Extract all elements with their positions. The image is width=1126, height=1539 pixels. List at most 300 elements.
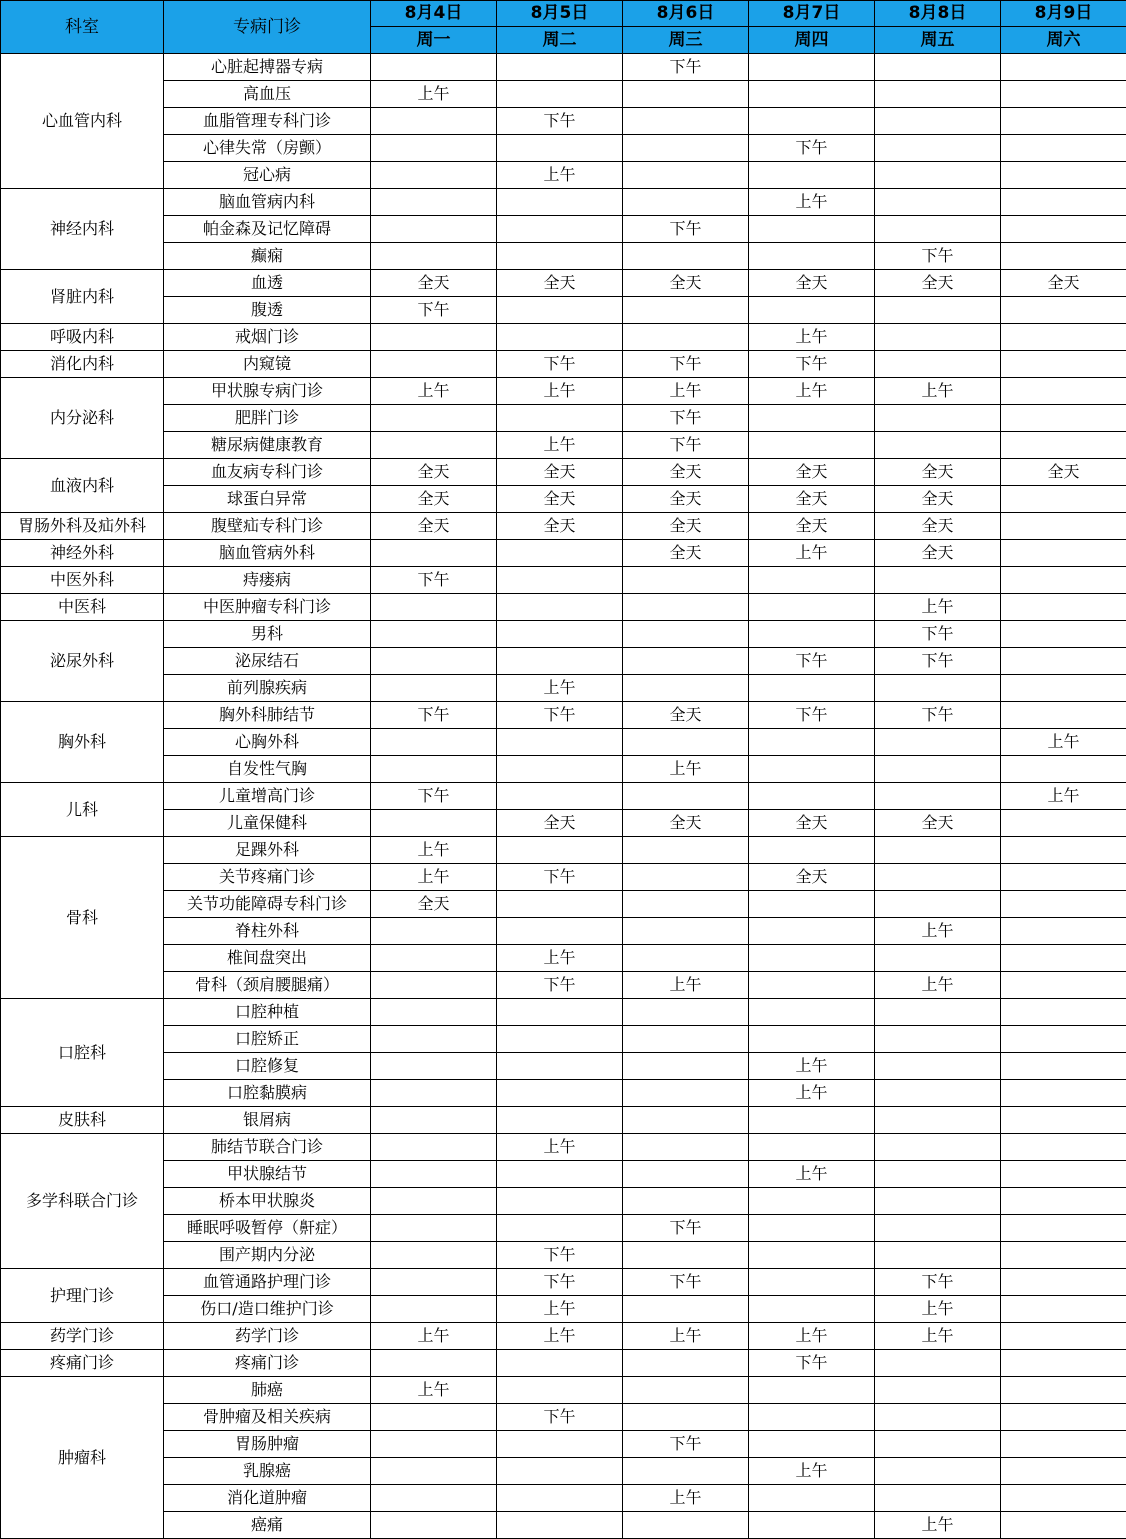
- table-row: [1, 216, 1126, 243]
- slot-cell: [1001, 810, 1126, 837]
- slot-cell: [749, 756, 875, 783]
- slot-cell: 上午: [749, 1458, 875, 1485]
- table-row: [1, 1512, 1126, 1539]
- slot-cell: 全天: [497, 513, 623, 540]
- clinic-cell: 桥本甲状腺炎: [164, 1188, 371, 1215]
- clinic-cell: 骨科（颈肩腰腿痛）: [164, 972, 371, 999]
- slot-cell: 上午: [749, 1323, 875, 1350]
- slot-cell: 上午: [497, 945, 623, 972]
- slot-cell: [1001, 1134, 1126, 1161]
- slot-cell: [1001, 1161, 1126, 1188]
- clinic-cell: 儿童增高门诊: [164, 783, 371, 810]
- table-row: [1, 1215, 1126, 1242]
- slot-cell: 下午: [371, 567, 497, 594]
- slot-cell: [875, 1188, 1001, 1215]
- slot-cell: 上午: [497, 1134, 623, 1161]
- slot-cell: [749, 1107, 875, 1134]
- slot-cell: [875, 54, 1001, 81]
- slot-cell: [875, 189, 1001, 216]
- clinic-cell: 心脏起搏器专病: [164, 54, 371, 81]
- table-row: [1, 1053, 1126, 1080]
- slot-cell: [371, 1431, 497, 1458]
- clinic-cell: 中医肿瘤专科门诊: [164, 594, 371, 621]
- slot-cell: 全天: [623, 513, 749, 540]
- dept-cell: 胸外科: [1, 702, 164, 783]
- slot-cell: 下午: [749, 351, 875, 378]
- slot-cell: [497, 189, 623, 216]
- slot-cell: [1001, 864, 1126, 891]
- slot-cell: 上午: [371, 864, 497, 891]
- slot-cell: [875, 1404, 1001, 1431]
- clinic-cell: 疼痛门诊: [164, 1350, 371, 1377]
- table-row: [1, 54, 1126, 81]
- clinic-cell: 药学门诊: [164, 1323, 371, 1350]
- slot-cell: [623, 1350, 749, 1377]
- dept-cell: 心血管内科: [1, 54, 164, 189]
- clinic-cell: 关节疼痛门诊: [164, 864, 371, 891]
- dept-cell: 胃肠外科及疝外科: [1, 513, 164, 540]
- slot-cell: 上午: [749, 378, 875, 405]
- table-row: [1, 1161, 1126, 1188]
- slot-cell: 上午: [749, 324, 875, 351]
- header-date: 8月7日: [749, 1, 875, 27]
- slot-cell: [623, 999, 749, 1026]
- slot-cell: [1001, 540, 1126, 567]
- slot-cell: [371, 216, 497, 243]
- slot-cell: [371, 540, 497, 567]
- slot-cell: 下午: [497, 702, 623, 729]
- slot-cell: [371, 675, 497, 702]
- slot-cell: 上午: [875, 918, 1001, 945]
- clinic-cell: 癌痛: [164, 1512, 371, 1539]
- slot-cell: [749, 81, 875, 108]
- slot-cell: [497, 648, 623, 675]
- slot-cell: [1001, 594, 1126, 621]
- table-row: [1, 594, 1126, 621]
- slot-cell: [497, 783, 623, 810]
- slot-cell: [371, 1404, 497, 1431]
- slot-cell: [875, 729, 1001, 756]
- slot-cell: [1001, 891, 1126, 918]
- slot-cell: [1001, 648, 1126, 675]
- clinic-cell: 消化道肿瘤: [164, 1485, 371, 1512]
- slot-cell: [749, 675, 875, 702]
- slot-cell: 上午: [497, 1296, 623, 1323]
- header-dept: 科室: [1, 1, 164, 54]
- clinic-cell: 血透: [164, 270, 371, 297]
- slot-cell: 下午: [497, 1269, 623, 1296]
- table-row: [1, 756, 1126, 783]
- slot-cell: 上午: [623, 1323, 749, 1350]
- slot-cell: [371, 621, 497, 648]
- clinic-cell: 男科: [164, 621, 371, 648]
- slot-cell: [1001, 54, 1126, 81]
- slot-cell: [1001, 1404, 1126, 1431]
- slot-cell: 全天: [497, 270, 623, 297]
- slot-cell: [1001, 108, 1126, 135]
- slot-cell: [875, 1485, 1001, 1512]
- slot-cell: [875, 216, 1001, 243]
- slot-cell: 上午: [623, 378, 749, 405]
- slot-cell: [749, 945, 875, 972]
- slot-cell: 全天: [875, 486, 1001, 513]
- table-row: [1, 1296, 1126, 1323]
- slot-cell: [371, 1215, 497, 1242]
- clinic-cell: 银屑病: [164, 1107, 371, 1134]
- clinic-cell: 泌尿结石: [164, 648, 371, 675]
- clinic-cell: 球蛋白异常: [164, 486, 371, 513]
- slot-cell: [1001, 567, 1126, 594]
- table-row: [1, 270, 1126, 297]
- slot-cell: [1001, 1512, 1126, 1539]
- slot-cell: 上午: [1001, 783, 1126, 810]
- slot-cell: [623, 675, 749, 702]
- slot-cell: [623, 1188, 749, 1215]
- slot-cell: [497, 594, 623, 621]
- dept-cell: 消化内科: [1, 351, 164, 378]
- table-row: [1, 486, 1126, 513]
- slot-cell: [875, 1242, 1001, 1269]
- slot-cell: [371, 324, 497, 351]
- clinic-cell: 前列腺疾病: [164, 675, 371, 702]
- slot-cell: 上午: [749, 1080, 875, 1107]
- table-row: [1, 1350, 1126, 1377]
- slot-cell: [497, 1026, 623, 1053]
- slot-cell: [749, 1404, 875, 1431]
- slot-cell: [875, 999, 1001, 1026]
- slot-cell: [623, 135, 749, 162]
- slot-cell: [875, 1161, 1001, 1188]
- header-date: 8月9日: [1001, 1, 1126, 27]
- slot-cell: [1001, 216, 1126, 243]
- slot-cell: [1001, 702, 1126, 729]
- table-row: [1, 1485, 1126, 1512]
- table-row: [1, 459, 1126, 486]
- slot-cell: [875, 1026, 1001, 1053]
- dept-cell: 多学科联合门诊: [1, 1134, 164, 1269]
- slot-cell: [1001, 756, 1126, 783]
- slot-cell: [1001, 1485, 1126, 1512]
- slot-cell: 下午: [371, 783, 497, 810]
- slot-cell: [1001, 432, 1126, 459]
- clinic-cell: 腹透: [164, 297, 371, 324]
- table-row: [1, 648, 1126, 675]
- header-weekday: 周二: [497, 27, 623, 54]
- clinic-cell: 胃肠肿瘤: [164, 1431, 371, 1458]
- slot-cell: [497, 1512, 623, 1539]
- slot-cell: [497, 1161, 623, 1188]
- slot-cell: [371, 1188, 497, 1215]
- slot-cell: [371, 945, 497, 972]
- slot-cell: 全天: [749, 513, 875, 540]
- clinic-cell: 帕金森及记忆障碍: [164, 216, 371, 243]
- dept-cell: 皮肤科: [1, 1107, 164, 1134]
- table-row: [1, 702, 1126, 729]
- slot-cell: 上午: [749, 1053, 875, 1080]
- slot-cell: [1001, 297, 1126, 324]
- slot-cell: [749, 621, 875, 648]
- slot-cell: [875, 1053, 1001, 1080]
- slot-cell: [1001, 1080, 1126, 1107]
- slot-cell: 全天: [623, 270, 749, 297]
- slot-cell: [1001, 162, 1126, 189]
- slot-cell: [371, 1350, 497, 1377]
- table-row: [1, 621, 1126, 648]
- slot-cell: [1001, 405, 1126, 432]
- slot-cell: 上午: [371, 1323, 497, 1350]
- slot-cell: [497, 1350, 623, 1377]
- header-clinic: 专病门诊: [164, 1, 371, 54]
- slot-cell: [371, 54, 497, 81]
- slot-cell: 下午: [623, 405, 749, 432]
- table-row: [1, 891, 1126, 918]
- slot-cell: [749, 1269, 875, 1296]
- slot-cell: 下午: [371, 702, 497, 729]
- slot-cell: [1001, 324, 1126, 351]
- slot-cell: [623, 162, 749, 189]
- slot-cell: [497, 297, 623, 324]
- table-row: [1, 567, 1126, 594]
- slot-cell: 下午: [875, 621, 1001, 648]
- slot-cell: [1001, 1242, 1126, 1269]
- slot-cell: [623, 1134, 749, 1161]
- dept-cell: 呼吸内科: [1, 324, 164, 351]
- slot-cell: 下午: [497, 351, 623, 378]
- slot-cell: 上午: [623, 972, 749, 999]
- slot-cell: 全天: [875, 459, 1001, 486]
- slot-cell: [1001, 999, 1126, 1026]
- slot-cell: [623, 945, 749, 972]
- slot-cell: [497, 1080, 623, 1107]
- slot-cell: 下午: [623, 351, 749, 378]
- table-row: [1, 351, 1126, 378]
- table-row: [1, 378, 1126, 405]
- slot-cell: [749, 432, 875, 459]
- header-weekday: 周一: [371, 27, 497, 54]
- slot-cell: [875, 297, 1001, 324]
- clinic-cell: 骨肿瘤及相关疾病: [164, 1404, 371, 1431]
- slot-cell: [623, 1377, 749, 1404]
- table-row: [1, 1242, 1126, 1269]
- dept-cell: 药学门诊: [1, 1323, 164, 1350]
- slot-cell: [623, 324, 749, 351]
- header-date: 8月5日: [497, 1, 623, 27]
- slot-cell: [371, 1485, 497, 1512]
- slot-cell: 下午: [623, 54, 749, 81]
- slot-cell: [875, 945, 1001, 972]
- slot-cell: [1001, 945, 1126, 972]
- slot-cell: 全天: [497, 459, 623, 486]
- slot-cell: [1001, 378, 1126, 405]
- clinic-cell: 睡眠呼吸暂停（鼾症）: [164, 1215, 371, 1242]
- table-row: [1, 1431, 1126, 1458]
- slot-cell: [497, 81, 623, 108]
- table-row: [1, 1377, 1126, 1404]
- dept-cell: 血液内科: [1, 459, 164, 513]
- slot-cell: 全天: [749, 486, 875, 513]
- slot-cell: [623, 1026, 749, 1053]
- slot-cell: 全天: [623, 540, 749, 567]
- table-row: [1, 783, 1126, 810]
- slot-cell: [875, 324, 1001, 351]
- header-date: 8月6日: [623, 1, 749, 27]
- clinic-cell: 足踝外科: [164, 837, 371, 864]
- clinic-cell: 伤口/造口维护门诊: [164, 1296, 371, 1323]
- slot-cell: 下午: [749, 1350, 875, 1377]
- slot-cell: [623, 1512, 749, 1539]
- slot-cell: [1001, 135, 1126, 162]
- slot-cell: 下午: [623, 1431, 749, 1458]
- slot-cell: [371, 810, 497, 837]
- dept-cell: 神经外科: [1, 540, 164, 567]
- slot-cell: [623, 567, 749, 594]
- dept-cell: 中医外科: [1, 567, 164, 594]
- slot-cell: 上午: [497, 432, 623, 459]
- slot-cell: [875, 1377, 1001, 1404]
- slot-cell: 下午: [623, 216, 749, 243]
- dept-cell: 口腔科: [1, 999, 164, 1107]
- table-row: [1, 675, 1126, 702]
- slot-cell: [875, 108, 1001, 135]
- clinic-cell: 冠心病: [164, 162, 371, 189]
- table-row: [1, 1404, 1126, 1431]
- slot-cell: [497, 243, 623, 270]
- slot-cell: [497, 135, 623, 162]
- slot-cell: 上午: [371, 81, 497, 108]
- slot-cell: 全天: [623, 486, 749, 513]
- slot-cell: [749, 1296, 875, 1323]
- slot-cell: [497, 621, 623, 648]
- slot-cell: [1001, 1269, 1126, 1296]
- clinic-cell: 椎间盘突出: [164, 945, 371, 972]
- slot-cell: 全天: [875, 270, 1001, 297]
- slot-cell: [875, 891, 1001, 918]
- slot-cell: [371, 1053, 497, 1080]
- slot-cell: 上午: [749, 1161, 875, 1188]
- slot-cell: [749, 1026, 875, 1053]
- slot-cell: [749, 1485, 875, 1512]
- slot-cell: [497, 1053, 623, 1080]
- slot-cell: 全天: [371, 459, 497, 486]
- clinic-cell: 儿童保健科: [164, 810, 371, 837]
- slot-cell: [749, 405, 875, 432]
- table-row: [1, 513, 1126, 540]
- slot-cell: [371, 1458, 497, 1485]
- clinic-cell: 乳腺癌: [164, 1458, 371, 1485]
- slot-cell: [371, 999, 497, 1026]
- slot-cell: [623, 1080, 749, 1107]
- slot-cell: 下午: [749, 648, 875, 675]
- slot-cell: [497, 567, 623, 594]
- slot-cell: [749, 891, 875, 918]
- slot-cell: [1001, 486, 1126, 513]
- slot-cell: 上午: [875, 1323, 1001, 1350]
- clinic-cell: 血管通路护理门诊: [164, 1269, 371, 1296]
- slot-cell: 上午: [1001, 729, 1126, 756]
- clinic-cell: 脑血管病外科: [164, 540, 371, 567]
- slot-cell: [623, 1053, 749, 1080]
- slot-cell: [1001, 1350, 1126, 1377]
- slot-cell: [371, 1296, 497, 1323]
- slot-cell: 下午: [875, 702, 1001, 729]
- slot-cell: [749, 297, 875, 324]
- clinic-cell: 心胸外科: [164, 729, 371, 756]
- slot-cell: [749, 1512, 875, 1539]
- slot-cell: [371, 972, 497, 999]
- slot-cell: [623, 783, 749, 810]
- slot-cell: [749, 729, 875, 756]
- table-row: [1, 1080, 1126, 1107]
- slot-cell: [1001, 1188, 1126, 1215]
- dept-cell: 泌尿外科: [1, 621, 164, 702]
- slot-cell: [875, 837, 1001, 864]
- slot-cell: [1001, 675, 1126, 702]
- table-row: [1, 1458, 1126, 1485]
- slot-cell: [497, 1107, 623, 1134]
- table-row: [1, 297, 1126, 324]
- clinic-cell: 腹壁疝专科门诊: [164, 513, 371, 540]
- slot-cell: [623, 648, 749, 675]
- dept-cell: 骨科: [1, 837, 164, 999]
- slot-cell: [371, 1107, 497, 1134]
- slot-cell: [497, 1431, 623, 1458]
- slot-cell: 全天: [623, 459, 749, 486]
- slot-cell: [749, 999, 875, 1026]
- slot-cell: [749, 162, 875, 189]
- table-row: [1, 1269, 1126, 1296]
- slot-cell: 下午: [875, 243, 1001, 270]
- slot-cell: [371, 135, 497, 162]
- table-row: [1, 243, 1126, 270]
- slot-cell: [875, 675, 1001, 702]
- table-header: [1, 1, 1126, 54]
- slot-cell: 上午: [875, 972, 1001, 999]
- slot-cell: [623, 891, 749, 918]
- slot-cell: [371, 189, 497, 216]
- slot-cell: [749, 1188, 875, 1215]
- table-row: [1, 918, 1126, 945]
- slot-cell: 下午: [623, 1269, 749, 1296]
- table-row: [1, 432, 1126, 459]
- slot-cell: 下午: [623, 432, 749, 459]
- clinic-cell: 肺结节联合门诊: [164, 1134, 371, 1161]
- slot-cell: [371, 162, 497, 189]
- clinic-cell: 围产期内分泌: [164, 1242, 371, 1269]
- header-weekday: 周六: [1001, 27, 1126, 54]
- dept-cell: 神经内科: [1, 189, 164, 270]
- slot-cell: [371, 432, 497, 459]
- slot-cell: [371, 108, 497, 135]
- table-row: [1, 108, 1126, 135]
- slot-cell: 全天: [371, 486, 497, 513]
- dept-cell: 肿瘤科: [1, 1377, 164, 1539]
- clinic-cell: 脑血管病内科: [164, 189, 371, 216]
- header-weekday: 周四: [749, 27, 875, 54]
- slot-cell: [371, 351, 497, 378]
- slot-cell: [371, 1269, 497, 1296]
- slot-cell: [623, 729, 749, 756]
- slot-cell: [749, 1377, 875, 1404]
- slot-cell: 上午: [623, 1485, 749, 1512]
- slot-cell: [371, 1242, 497, 1269]
- header-date: 8月8日: [875, 1, 1001, 27]
- clinic-cell: 戒烟门诊: [164, 324, 371, 351]
- slot-cell: 上午: [497, 378, 623, 405]
- table-row: [1, 135, 1126, 162]
- slot-cell: [1001, 243, 1126, 270]
- slot-cell: [875, 1458, 1001, 1485]
- slot-cell: 下午: [875, 648, 1001, 675]
